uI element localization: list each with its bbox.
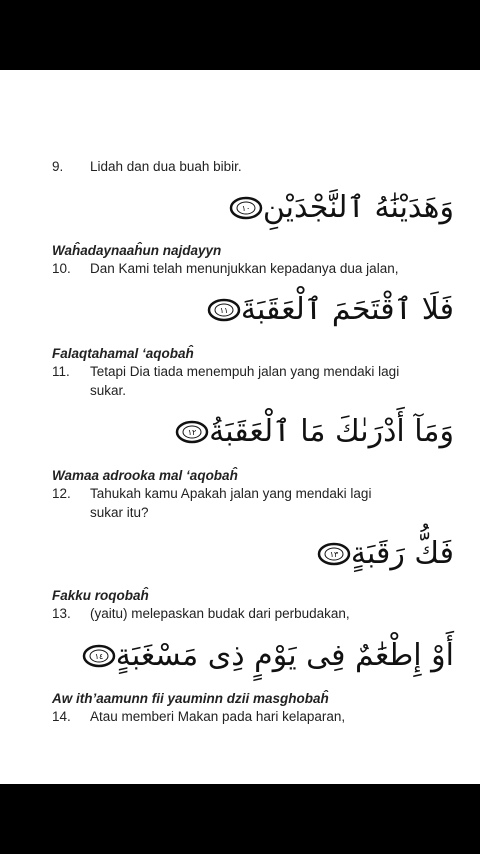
translation-line: Dan Kami telah menunjukkan kepadanya dua jalan, xyxy=(90,261,399,276)
arabic-text: فَكُّ رَقَبَةٍ xyxy=(350,536,454,571)
verse-marker-number: ١٤ xyxy=(94,651,104,661)
transliteration: Wamaa adrooka mal ‘aqobaĥ xyxy=(52,468,238,483)
item-number: 9. xyxy=(52,159,64,174)
arabic-text: وَهَدَيْنَٰهُ ٱلنَّجْدَيْنِ xyxy=(262,190,454,225)
verse-end-marker-icon xyxy=(317,542,351,566)
translation-line: Tahukah kamu Apakah jalan yang mendaki lagi xyxy=(90,486,372,501)
arabic-text: وَمَآ أَدْرَىٰكَ مَا ٱلْعَقَبَةُ xyxy=(209,414,454,449)
transliteration: Falaqtahamal ‘aqobaĥ xyxy=(52,346,194,361)
item-number: 11. xyxy=(52,364,70,379)
transliteration: Aw ith’aamunn fii yauminn dzii masghobaĥ xyxy=(52,691,329,706)
translation-line: sukar. xyxy=(90,383,127,398)
verse-end-marker-icon xyxy=(175,420,209,444)
translation-line: Lidah dan dua buah bibir. xyxy=(90,159,242,174)
verse-end-marker-icon xyxy=(82,644,116,668)
arabic-text: فَلَا ٱقْتَحَمَ ٱلْعَقَبَةَ xyxy=(240,292,454,327)
verse-end-marker-icon xyxy=(229,196,263,220)
translation-line: Tetapi Dia tiada menempuh jalan yang mendaki lagi xyxy=(90,364,400,379)
arabic-verse xyxy=(223,190,454,225)
transliteration: Waĥadaynaaĥun najdayyn xyxy=(52,243,222,258)
translation-line: sukar itu? xyxy=(90,505,149,520)
arabic-verse xyxy=(201,292,454,327)
verse-marker-number: ١٢ xyxy=(187,427,197,437)
item-number: 13. xyxy=(52,606,71,621)
arabic-text: أَوْ إِطْعَٰمٌ فِى يَوْمٍ ذِى مَسْغَبَةٍ xyxy=(115,638,454,673)
item-number: 12. xyxy=(52,486,71,501)
arabic-verse xyxy=(311,536,454,571)
translation-line: Atau memberi Makan pada hari kelaparan, xyxy=(90,709,346,724)
verse-marker-number: ١٠ xyxy=(241,203,251,213)
item-number: 14. xyxy=(52,709,71,724)
verse-marker-number: ١٣ xyxy=(329,549,339,559)
arabic-verse xyxy=(76,638,454,673)
translation-line: (yaitu) melepaskan budak dari perbudakan, xyxy=(90,606,350,621)
document-page xyxy=(0,70,480,784)
transliteration: Fakku roqobaĥ xyxy=(52,588,149,603)
verse-marker-number: ١١ xyxy=(219,305,229,315)
item-number: 10. xyxy=(52,261,71,276)
arabic-verse xyxy=(169,414,454,449)
verse-end-marker-icon xyxy=(207,298,241,322)
